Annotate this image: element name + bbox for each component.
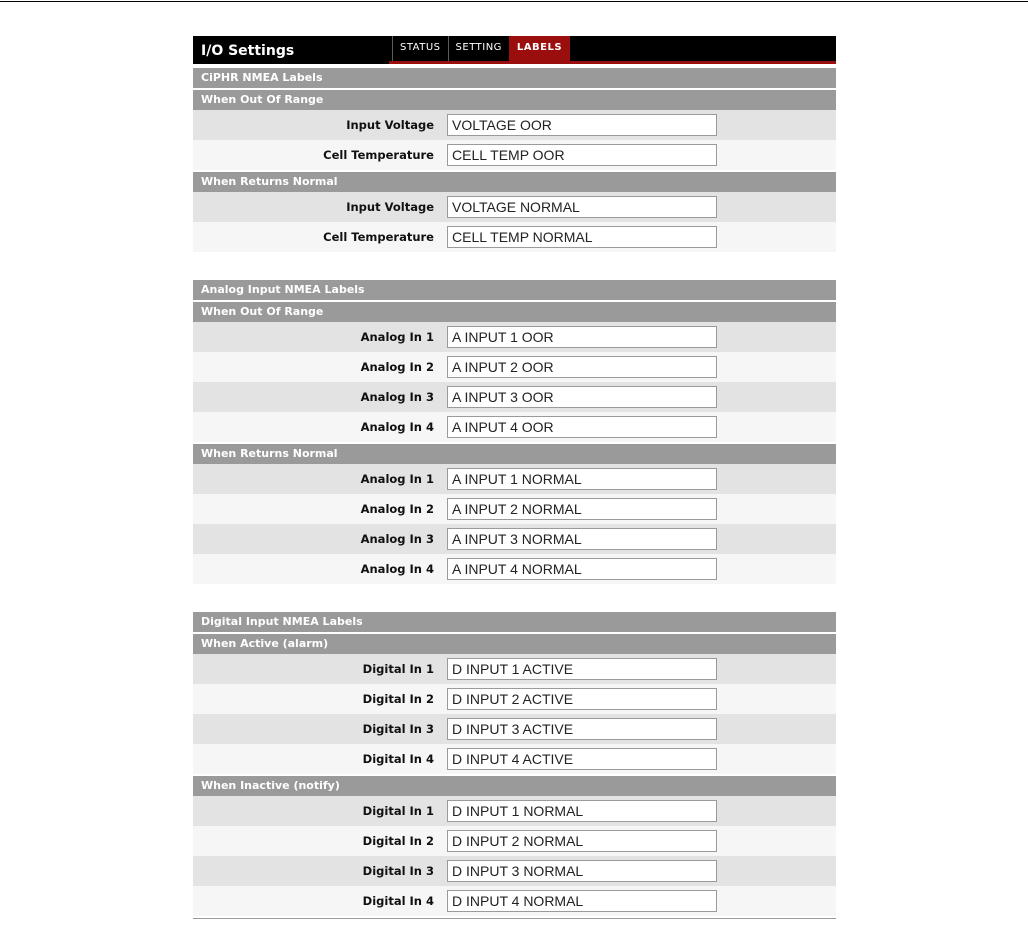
label-row [193,494,836,524]
label-text-field[interactable] [447,688,717,710]
field-label: Cell Temperature [323,148,434,162]
label-row [193,684,836,714]
field-label: Input Voltage [346,200,434,214]
label-row [193,654,836,684]
label-text-field[interactable] [447,114,717,136]
field-label: Analog In 2 [360,502,434,516]
field-label: Digital In 2 [362,834,434,848]
label-text-field[interactable] [447,226,717,248]
label-text-field[interactable] [447,144,717,166]
top-divider [0,1,1028,2]
label-text-field[interactable] [447,356,717,378]
page-title: I/O Settings [201,43,295,59]
label-text-field[interactable] [447,498,717,520]
subsection-title-when-returns-normal: When Returns Normal [193,444,836,464]
tab-bar [392,36,569,62]
label-text-field[interactable] [447,196,717,218]
field-label: Digital In 3 [362,864,434,878]
tab-status[interactable]: STATUS [392,36,449,62]
label-text-field[interactable] [447,558,717,580]
field-label: Analog In 3 [360,532,434,546]
field-label: Analog In 4 [360,420,434,434]
label-row [193,796,836,826]
group-title-digital-input-nmea-labels: Digital Input NMEA Labels [193,612,836,632]
label-row [193,322,836,352]
label-row [193,464,836,494]
label-row [193,524,836,554]
subsection-title-when-inactive-notify: When Inactive (notify) [193,776,836,796]
subsection-title-when-out-of-range: When Out Of Range [193,302,836,322]
tab-labels[interactable]: LABELS [509,36,570,62]
io-settings-panel [193,36,836,919]
label-row [193,714,836,744]
label-row [193,352,836,382]
label-text-field[interactable] [447,800,717,822]
label-row [193,192,836,222]
label-row [193,382,836,412]
tab-setting[interactable]: SETTING [448,36,510,62]
field-label: Digital In 4 [362,894,434,908]
label-text-field[interactable] [447,416,717,438]
label-text-field[interactable] [447,890,717,912]
field-label: Digital In 3 [362,722,434,736]
field-label: Analog In 1 [360,330,434,344]
label-text-field[interactable] [447,658,717,680]
group-spacer [193,584,836,610]
group-title-analog-input-nmea-labels: Analog Input NMEA Labels [193,280,836,300]
label-row [193,222,836,252]
label-text-field[interactable] [447,748,717,770]
field-label: Analog In 4 [360,562,434,576]
label-text-field[interactable] [447,386,717,408]
label-row [193,140,836,170]
label-row [193,554,836,584]
subsection-title-when-active-alarm: When Active (alarm) [193,634,836,654]
label-text-field[interactable] [447,326,717,348]
label-text-field[interactable] [447,468,717,490]
field-label: Input Voltage [346,118,434,132]
label-text-field[interactable] [447,830,717,852]
subsection-title-when-returns-normal: When Returns Normal [193,172,836,192]
field-label: Digital In 1 [362,662,434,676]
panel-header [193,36,836,64]
label-row [193,744,836,774]
field-label: Analog In 2 [360,360,434,374]
field-label: Digital In 2 [362,692,434,706]
subsection-title-when-out-of-range: When Out Of Range [193,90,836,110]
field-label: Cell Temperature [323,230,434,244]
label-row [193,886,836,916]
bottom-divider [193,918,836,919]
label-row [193,412,836,442]
field-label: Analog In 3 [360,390,434,404]
label-row [193,856,836,886]
label-row [193,110,836,140]
label-groups [193,68,836,916]
field-label: Digital In 4 [362,752,434,766]
label-text-field[interactable] [447,718,717,740]
tab-accent-line [389,61,836,64]
label-text-field[interactable] [447,528,717,550]
group-spacer [193,252,836,278]
field-label: Analog In 1 [360,472,434,486]
field-label: Digital In 1 [362,804,434,818]
label-row [193,826,836,856]
label-text-field[interactable] [447,860,717,882]
group-title-ciphr-nmea-labels: CiPHR NMEA Labels [193,68,836,88]
